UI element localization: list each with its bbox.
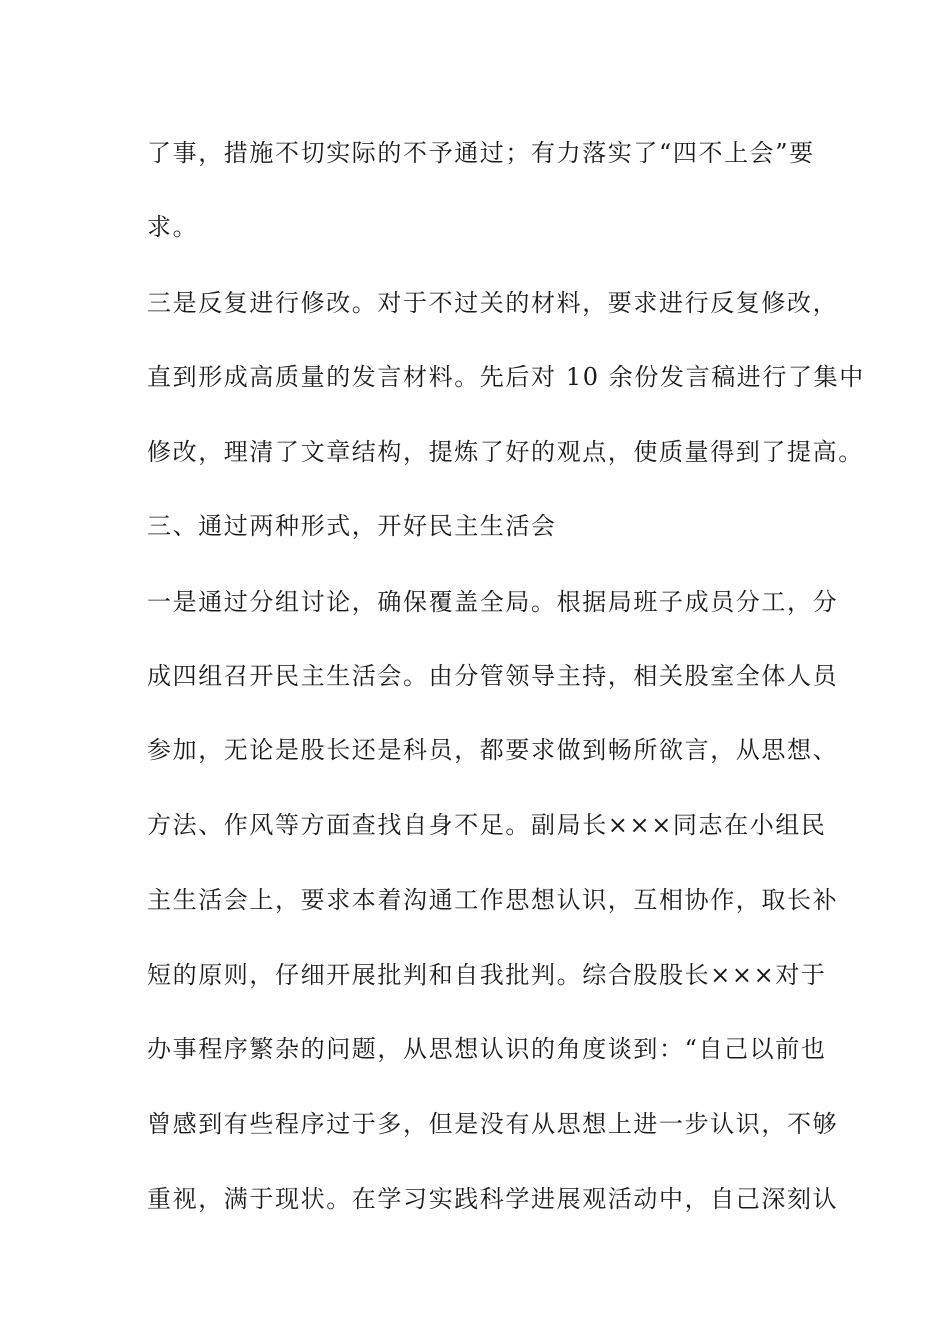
paragraph-line: 一是通过分组讨论，确保覆盖全局。根据局班子成员分工，分 [147, 588, 839, 616]
paragraph-line: 直到形成高质量的发言材料。先后对 10 余份发言稿进行了集中 [147, 363, 865, 391]
paragraph-line: 短的原则，仔细开展批判和自我批判。综合股股长×××对于 [147, 961, 827, 989]
paragraph-line: 办事程序繁杂的问题，从思想认识的角度谈到：“自己以前也 [147, 1035, 827, 1063]
paragraph-line: 主生活会上，要求本着沟通工作思想认识，互相协作，取长补 [147, 886, 839, 914]
paragraph-line: 曾感到有些程序过于多，但是没有从思想上进一步认识，不够 [147, 1110, 839, 1138]
paragraph-line: 重视，满于现状。在学习实践科学进展观活动中，自己深刻认 [147, 1185, 839, 1213]
paragraph-line: 求。 [147, 213, 199, 241]
paragraph-line: 修改，理清了文章结构，提炼了好的观点，使质量得到了提高。 [147, 438, 864, 466]
paragraph-line: 了事，措施不切实际的不予通过；有力落实了“四不上会”要 [147, 139, 815, 167]
paragraph-line: 参加，无论是股长还是科员，都要求做到畅所欲言，从思想、 [147, 736, 839, 764]
paragraph-line: 三是反复进行修改。对于不过关的材料，要求进行反复修改， [147, 289, 839, 317]
section-heading: 三、通过两种形式，开好民主生活会 [147, 512, 557, 540]
paragraph-line: 方法、作风等方面查找自身不足。副局长×××同志在小组民 [147, 811, 827, 839]
paragraph-line: 成四组召开民主生活会。由分管领导主持，相关股室全体人员 [147, 662, 839, 690]
